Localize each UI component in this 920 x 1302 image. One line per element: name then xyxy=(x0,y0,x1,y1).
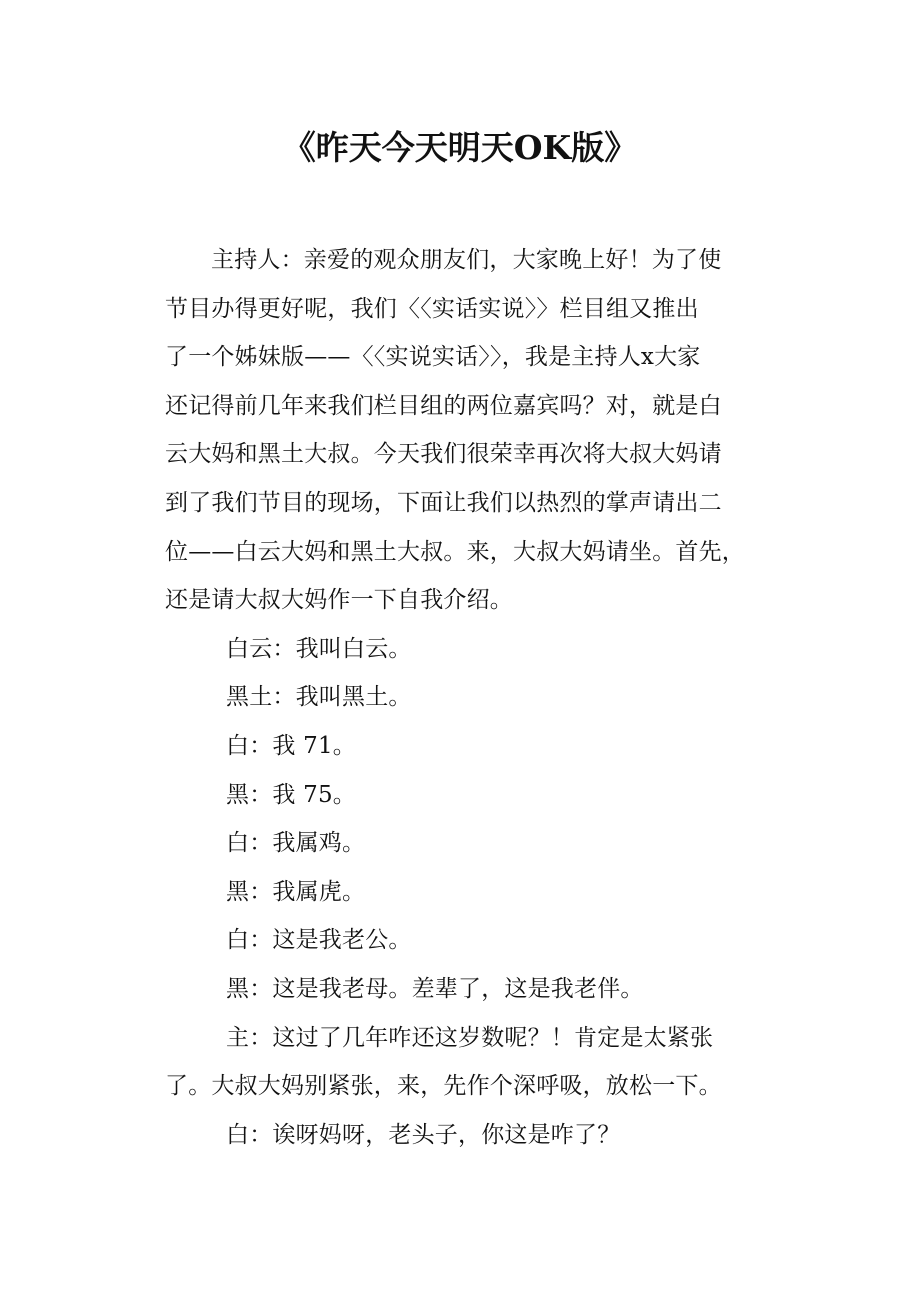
dialogue-line: 白：这是我老公。 xyxy=(226,927,412,954)
text-line: 还是请大叔大妈作一下自我介绍。 xyxy=(165,587,513,614)
text-line: 了一个姊妹版——〈〈实说实话〉〉，我是主持人x大家 xyxy=(165,344,701,371)
text-line: 位——白云大妈和黑土大叔。来，大叔大妈请坐。首先， xyxy=(165,538,745,565)
text-line: 云大妈和黑土大叔。今天我们很荣幸再次将大叔大妈请 xyxy=(165,441,722,468)
dialogue-line: 白云：我叫白云。 xyxy=(226,635,412,662)
text-line: 主持人：亲爱的观众朋友们，大家晚上好！为了使 xyxy=(211,247,722,273)
text-line: 到了我们节目的现场，下面让我们以热烈的掌声请出二 xyxy=(165,489,722,516)
text-line: 节目办得更好呢，我们〈〈实话实说〉〉栏目组又推出 xyxy=(165,295,699,322)
document-body xyxy=(165,242,765,1165)
dialogue-line: 白：我 71。 xyxy=(226,732,356,759)
dialogue-line: 黑：我属虎。 xyxy=(226,878,366,905)
dialogue-line: 黑：这是我老母。差辈了，这是我老伴。 xyxy=(226,975,644,1002)
text-line: 还记得前几年来我们栏目组的两位嘉宾吗？对，就是白 xyxy=(165,392,722,419)
dialogue-line: 黑：我 75。 xyxy=(226,781,356,808)
page-title: 《昨天今天明天OK版》 xyxy=(282,128,638,167)
dialogue-line: 黑土：我叫黑土。 xyxy=(226,684,412,711)
dialogue-line: 白：我属鸡。 xyxy=(226,830,366,857)
dialogue-line: 白：诶呀妈呀，老头子，你这是咋了？ xyxy=(226,1121,621,1148)
text-line: 了。大叔大妈别紧张，来，先作个深呼吸，放松一下。 xyxy=(165,1073,722,1100)
dialogue-line: 主：这过了几年咋还这岁数呢？！肯定是太紧张 xyxy=(226,1024,714,1051)
